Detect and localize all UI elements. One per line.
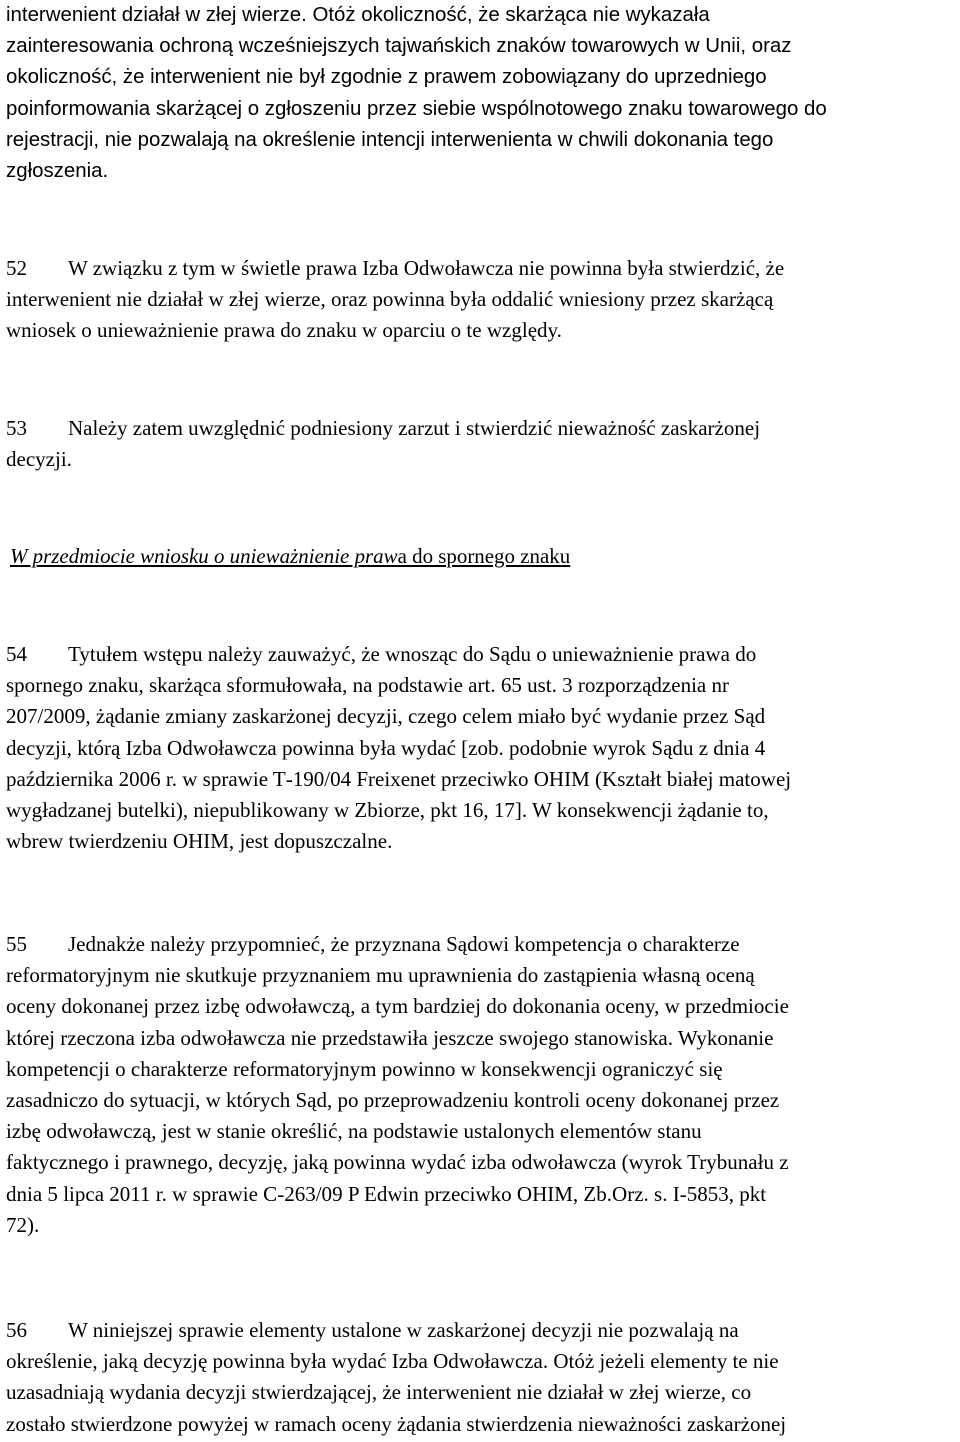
heading-italic: W przedmiocie wniosku o unieważnienie praw xyxy=(10,544,398,568)
text-line: izbę odwoławczą, jest w stanie określić, na podstawie ustalonych elementów stanu xyxy=(6,1119,702,1144)
text-line: 207/2009, żądanie zmiany zaskarżonej decyzji, czego celem miało być wydanie przez Sąd xyxy=(6,704,766,729)
text-line: W niniejszej sprawie elementy ustalone w zaskarżonej decyzji nie pozwalają na xyxy=(68,1318,739,1342)
text-line: faktycznego i prawnego, decyzję, jaką powinna wydać izba odwoławcza (wyrok Trybunału z xyxy=(6,1150,789,1175)
text-line: rejestracji, nie pozwalają na określenie intencji interwenienta w chwili dokonania tego xyxy=(6,128,774,151)
text-line: spornego znaku, skarżąca sformułowała, na podstawie art. 65 ust. 3 rozporządzenia nr xyxy=(6,673,730,698)
text-line: wniosek o unieważnienie prawa do znaku w oparciu o te względy. xyxy=(6,318,562,343)
paragraph-number: 55 xyxy=(6,932,28,956)
text-line: kompetencji o charakterze reformatoryjnym powinno w konsekwencji ograniczyć się xyxy=(6,1056,723,1081)
paragraph-56 xyxy=(6,1315,958,1440)
text-line: reformatoryjnym nie skutkuje przyznaniem mu uprawnienia do zastąpienia własną oceną xyxy=(6,963,755,988)
text-line: interwenient nie działał w złej wierze, oraz powinna była oddalić wniesiony przez skarżącą xyxy=(6,287,774,312)
text-line: oceny dokonanej przez izbę odwoławczą, a tym bardziej do dokonania oceny, w przedmiocie xyxy=(6,994,789,1019)
text-line: poinformowania skarżącej o zgłoszeniu przez siebie wspólnotowego znaku towarowego do xyxy=(6,97,827,120)
text-line: decyzji, którą Izba Odwoławcza powinna była wydać [zob. podobnie wyrok Sądu z dnia 4 xyxy=(6,735,766,760)
text-line: października 2006 r. w sprawie T‑190/04 Freixenet przeciwko OHIM (Kształt białej matowej xyxy=(6,766,792,791)
text-line: określenie, jaką decyzję powinna była wydać Izba Odwoławcza. Otóż jeżeli elementy te nie xyxy=(6,1349,779,1374)
heading-plain: a do spornego znaku xyxy=(397,544,571,568)
paragraph-number: 56 xyxy=(6,1318,28,1342)
paragraph-52 xyxy=(6,253,958,347)
text-line: decyzji. xyxy=(6,447,72,472)
paragraph-number: 53 xyxy=(6,416,28,440)
paragraph-54 xyxy=(6,639,958,857)
text-line: wygładzanej butelki), niepublikowany w Zbiorze, pkt 16, 17]. W konsekwencji żądanie to, xyxy=(6,798,769,823)
text-line: 72). xyxy=(6,1212,40,1237)
text-line: dnia 5 lipca 2011 r. w sprawie C‑263/09 P Edwin przeciwko OHIM, Zb.Orz. s. I-5853, pkt xyxy=(6,1181,767,1206)
text-line: zainteresowania ochroną wcześniejszych tajwańskich znaków towarowych w Unii, oraz xyxy=(6,35,792,58)
section-heading xyxy=(10,541,960,572)
text-line: Tytułem wstępu należy zauważyć, że wnosząc do Sądu o unieważnienie prawa do xyxy=(68,642,757,666)
intro-paragraph xyxy=(6,0,958,187)
text-line: Należy zatem uwzględnić podniesiony zarzut i stwierdzić nieważność zaskarżonej xyxy=(68,416,761,440)
text-line: Jednakże należy przypomnieć, że przyznana Sądowi kompetencja o charakterze xyxy=(68,932,740,956)
paragraph-number: 54 xyxy=(6,642,28,666)
text-line: zasadniczo do sytuacji, w których Sąd, po przeprowadzeniu kontroli oceny dokonanej przez xyxy=(6,1088,780,1113)
text-line: zgłoszenia. xyxy=(6,160,109,183)
text-line: okoliczność, że interwenient nie był zgodnie z prawem zobowiązany do uprzedniego xyxy=(6,66,767,89)
text-line: W związku z tym w świetle prawa Izba Odwoławcza nie powinna była stwierdzić, że xyxy=(68,256,785,280)
text-line: uzasadniają wydania decyzji stwierdzającej, że interwenient nie działał w złej wierze, co xyxy=(6,1380,752,1405)
text-line: której rzeczona izba odwoławcza nie przedstawiła jeszcze swojego stanowiska. Wykonanie xyxy=(6,1025,774,1050)
text-line: interwenient działał w złej wierze. Otóż okoliczność, że skarżąca nie wykazała xyxy=(6,4,710,26)
text-line: wbrew twierdzeniu OHIM, jest dopuszczalne. xyxy=(6,829,393,854)
text-line: zostało stwierdzone powyżej w ramach oceny żądania stwierdzenia nieważności zaskarżonej xyxy=(6,1411,787,1436)
paragraph-55 xyxy=(6,929,958,1241)
paragraph-53 xyxy=(6,413,958,475)
paragraph-number: 52 xyxy=(6,256,28,280)
